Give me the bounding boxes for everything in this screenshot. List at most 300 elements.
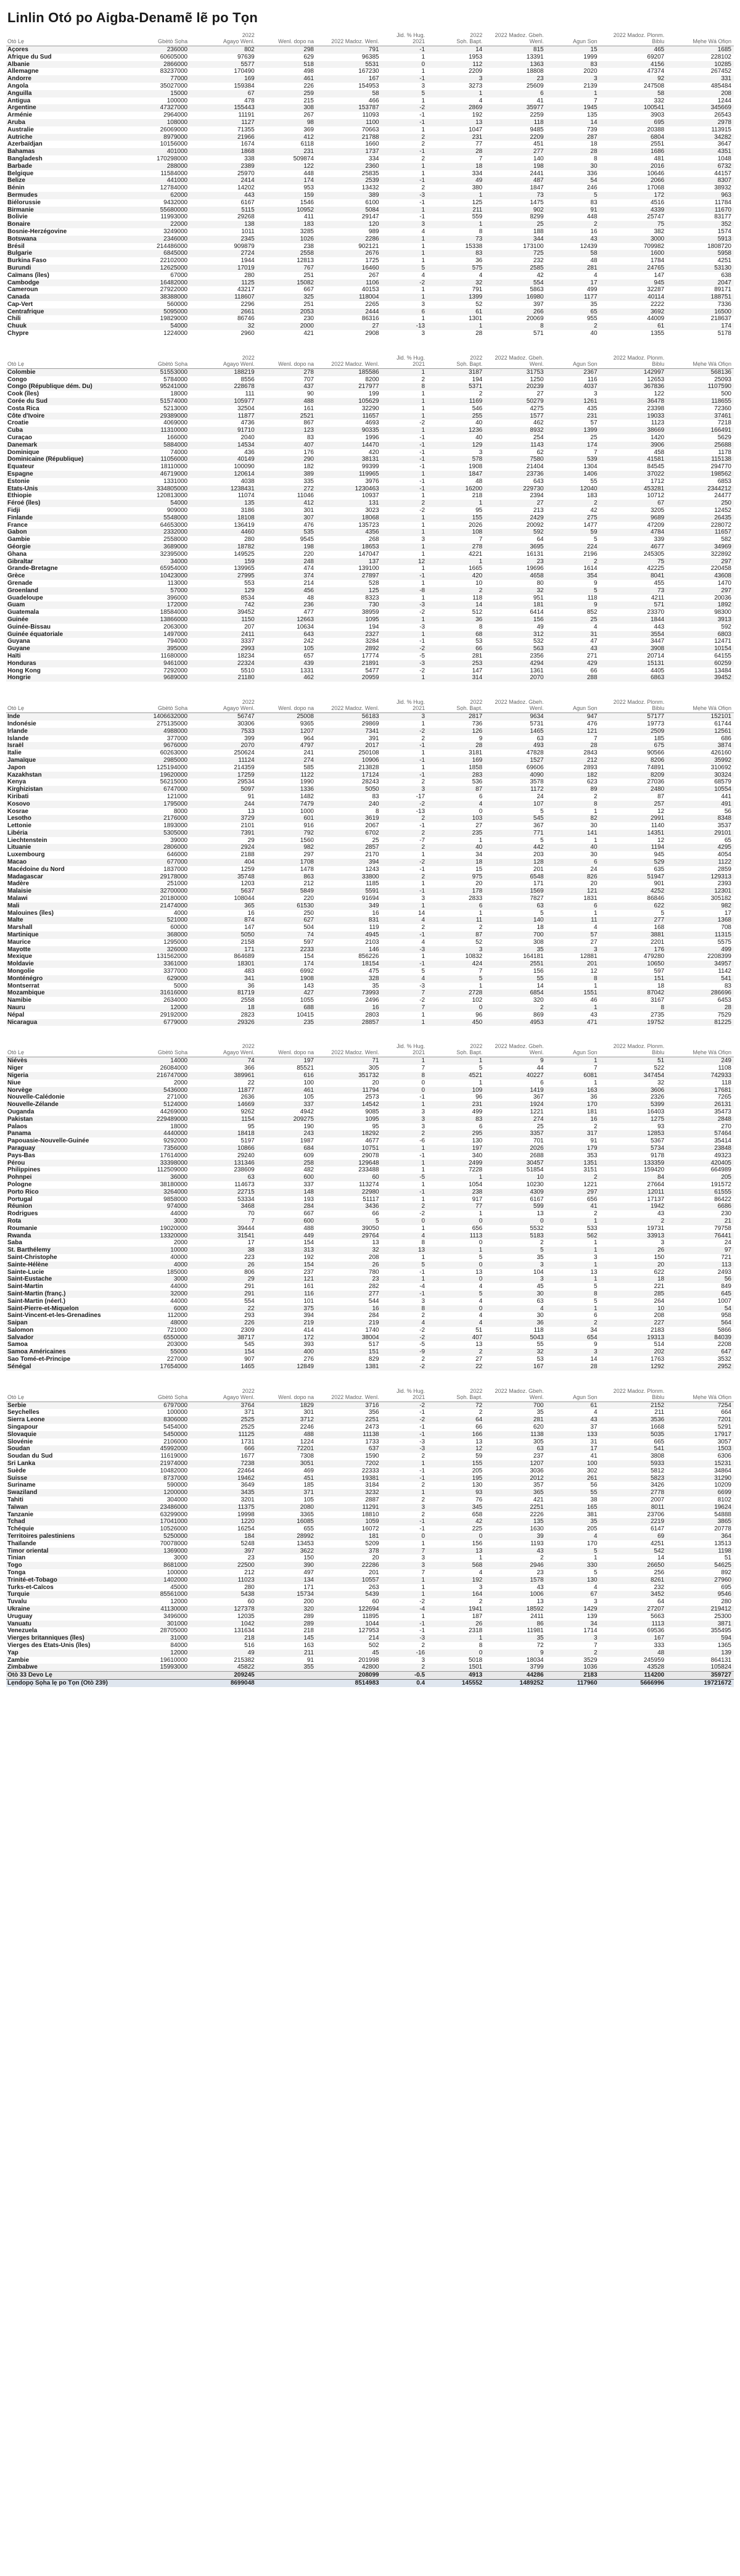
value-cell: 11125 — [190, 1431, 257, 1439]
value-cell: 154 — [257, 953, 316, 960]
value-cell: 2152 — [600, 1402, 667, 1409]
value-cell: 18000 — [131, 390, 190, 398]
value-cell: 4221 — [427, 551, 485, 558]
country-name-cell: Malte — [6, 917, 131, 924]
value-cell: 167 — [316, 75, 382, 83]
value-cell: 517 — [316, 1341, 382, 1348]
value-cell: 237 — [257, 1269, 316, 1276]
country-name-cell: Bermudes — [6, 192, 131, 199]
value-cell: 1 — [382, 427, 428, 434]
value-cell: 18000 — [131, 1123, 190, 1131]
table-row — [6, 572, 734, 580]
value-cell: 181 — [485, 601, 546, 609]
table-row — [6, 1606, 734, 1613]
value-cell: 3 — [382, 1554, 428, 1562]
value-cell: 35 — [546, 301, 600, 308]
value-cell: 4295 — [667, 844, 734, 851]
value-cell: 4 — [382, 1232, 428, 1240]
value-cell: 2226 — [485, 1511, 546, 1519]
value-cell: 488 — [257, 398, 316, 405]
table-row — [6, 595, 734, 602]
value-cell: 529 — [600, 859, 667, 866]
value-cell: 188751 — [667, 294, 734, 301]
value-cell: 25609 — [485, 83, 546, 90]
country-name-cell: St. Barthélemy — [6, 1247, 131, 1254]
value-cell: 2 — [382, 155, 428, 163]
value-cell: 30 — [485, 1290, 546, 1298]
value-cell: 7479 — [257, 801, 316, 808]
value-cell: 93 — [427, 1489, 485, 1496]
value-cell: 2636 — [190, 1094, 257, 1101]
value-cell: 4211 — [600, 595, 667, 602]
value-cell: 739 — [546, 126, 600, 134]
country-name-cell: Singapour — [6, 1424, 131, 1431]
value-cell: 10 — [485, 1174, 546, 1181]
table-row — [6, 1152, 734, 1160]
value-cell: 974000 — [131, 1203, 190, 1210]
value-cell: 33913 — [600, 1232, 667, 1240]
value-cell: 43608 — [667, 572, 734, 580]
country-name-cell: Niévès — [6, 1057, 131, 1065]
country-name-cell: Sao Tomé-et-Principe — [6, 1356, 131, 1363]
value-cell: 4460 — [190, 529, 257, 536]
value-cell: -3 — [382, 1635, 428, 1642]
value-cell: 563 — [485, 645, 546, 653]
value-cell: 13391 — [485, 54, 546, 61]
value-cell: 1 — [382, 1460, 428, 1468]
value-cell: 420 — [427, 572, 485, 580]
value-cell: 74000 — [131, 449, 190, 456]
country-name-cell: Argentine — [6, 104, 131, 112]
value-cell: 334 — [316, 155, 382, 163]
value-cell: 829 — [316, 1356, 382, 1363]
value-cell: 3 — [382, 221, 428, 228]
table-row — [6, 844, 734, 851]
value-cell: 1259 — [190, 866, 257, 873]
value-cell: 10952 — [257, 207, 316, 214]
column-header: Agun Sọn — [546, 695, 600, 713]
value-cell: 1 — [382, 315, 428, 323]
value-cell: 3647 — [667, 141, 734, 148]
value-cell: 2332000 — [131, 529, 190, 536]
country-name-cell: Haïti — [6, 653, 131, 660]
country-name-cell: Groenland — [6, 587, 131, 595]
value-cell: 60605000 — [131, 54, 190, 61]
value-cell: 70 — [190, 1210, 257, 1218]
total-value-cell: 145552 — [427, 1679, 485, 1686]
value-cell: -16 — [382, 1649, 428, 1657]
value-cell: 11993000 — [131, 213, 190, 221]
value-cell: 397 — [190, 1548, 257, 1555]
value-cell: 2070 — [190, 742, 257, 749]
value-cell: 554 — [190, 1298, 257, 1305]
table-row — [6, 112, 734, 119]
table-row — [6, 822, 734, 830]
value-cell: 6167 — [485, 1196, 546, 1203]
value-cell: 181 — [316, 1533, 382, 1540]
value-cell: 4 — [427, 1298, 485, 1305]
value-cell: 8 — [427, 624, 485, 631]
value-cell: 443 — [190, 192, 257, 199]
value-cell: 70663 — [316, 126, 382, 134]
value-cell: 29389000 — [131, 413, 190, 420]
value-cell: 29 — [190, 1276, 257, 1283]
value-cell: 1243 — [316, 866, 382, 873]
value-cell: 1 — [546, 808, 600, 815]
value-cell: 10832 — [427, 953, 485, 960]
value-cell: 1238431 — [190, 485, 257, 493]
value-cell: 63 — [190, 1174, 257, 1181]
value-cell: 214486000 — [131, 243, 190, 250]
value-cell: 184 — [190, 1533, 257, 1540]
value-cell: 7529 — [667, 1012, 734, 1019]
value-cell: 55 — [485, 975, 546, 983]
table-row — [6, 1327, 734, 1334]
column-header: Gbètò Sọha — [131, 1384, 190, 1402]
country-name-cell: Soudan — [6, 1445, 131, 1453]
value-cell: 151 — [316, 1348, 382, 1356]
value-cell: 907 — [190, 1356, 257, 1363]
value-cell: 205 — [667, 1174, 734, 1181]
value-cell: 5731 — [485, 720, 546, 728]
value-cell: 2063000 — [131, 624, 190, 631]
value-cell: 54 — [667, 1305, 734, 1313]
value-cell: 52 — [427, 301, 485, 308]
value-cell: 18108 — [190, 514, 257, 522]
value-cell: 2496 — [316, 997, 382, 1004]
value-cell: 154 — [257, 1239, 316, 1247]
value-cell: 28 — [427, 148, 485, 155]
country-name-cell: Timor oriental — [6, 1548, 131, 1555]
value-cell: 654 — [546, 1334, 600, 1342]
value-cell: 374 — [257, 572, 316, 580]
country-name-cell: Tchad — [6, 1518, 131, 1525]
value-cell: 277 — [600, 917, 667, 924]
value-cell: 10937 — [316, 492, 382, 500]
country-name-cell: Mayotte — [6, 946, 131, 954]
table-row — [6, 1080, 734, 1087]
value-cell: 2 — [382, 1453, 428, 1460]
value-cell: 74891 — [600, 764, 667, 772]
value-cell: 1 — [382, 471, 428, 478]
country-name-cell: Suriname — [6, 1482, 131, 1489]
value-cell: 1 — [382, 1145, 428, 1152]
value-cell: 28992 — [257, 1533, 316, 1540]
value-cell: 4658 — [485, 572, 546, 580]
value-cell: 371 — [190, 1409, 257, 1416]
value-cell: 407 — [257, 442, 316, 449]
value-cell: 477 — [257, 609, 316, 616]
country-name-cell: Rodrigues — [6, 1210, 131, 1218]
value-cell: 497 — [257, 1569, 316, 1577]
value-cell: 5 — [382, 968, 428, 975]
country-name-cell: Botswana — [6, 236, 131, 243]
value-cell: 170 — [546, 1101, 600, 1108]
value-cell: 4784 — [600, 529, 667, 536]
value-cell: 12439 — [546, 243, 600, 250]
value-cell: 154 — [257, 1261, 316, 1269]
table-row — [6, 1319, 734, 1327]
value-cell: 220 — [257, 551, 316, 558]
value-cell: 645 — [667, 1290, 734, 1298]
value-cell: 4339 — [600, 207, 667, 214]
value-cell: 226 — [257, 83, 316, 90]
value-cell: 1 — [382, 749, 428, 757]
value-cell: 87042 — [600, 989, 667, 997]
value-cell: 208099 — [316, 1672, 382, 1680]
value-cell: 23 — [485, 1569, 546, 1577]
value-cell: 3 — [382, 1504, 428, 1511]
value-cell: -9 — [382, 1348, 428, 1356]
value-cell: 2803 — [316, 1012, 382, 1019]
country-name-cell: Brésil — [6, 243, 131, 250]
value-cell: 7218 — [667, 419, 734, 427]
value-cell: 268 — [316, 536, 382, 543]
value-cell: 43 — [546, 236, 600, 243]
value-cell: 5 — [382, 90, 428, 97]
table-row — [6, 1453, 734, 1460]
value-cell: 3 — [427, 946, 485, 954]
country-name-cell: Finlande — [6, 514, 131, 522]
value-cell: 1194 — [600, 844, 667, 851]
value-cell: 1 — [546, 1554, 600, 1562]
country-name-cell: Uruguay — [6, 1613, 131, 1620]
value-cell: 127378 — [190, 1606, 257, 1613]
value-cell: 123 — [257, 427, 316, 434]
value-cell: 7238 — [190, 1460, 257, 1468]
country-name-cell: Saba — [6, 1239, 131, 1247]
value-cell: 1 — [427, 837, 485, 844]
value-cell: 909000 — [131, 507, 190, 514]
value-cell: 6804 — [600, 134, 667, 141]
value-cell: 643 — [257, 631, 316, 638]
value-cell: 197 — [427, 1145, 485, 1152]
table-row — [6, 1402, 734, 1409]
table-row — [6, 631, 734, 638]
value-cell: 1 — [427, 1080, 485, 1087]
value-cell: 47327000 — [131, 104, 190, 112]
value-cell: 0 — [382, 1218, 428, 1225]
value-cell: 2000 — [257, 323, 316, 330]
value-cell: 27897 — [316, 572, 382, 580]
value-cell: 11315 — [667, 931, 734, 939]
value-cell: 597 — [600, 968, 667, 975]
value-cell: 121000 — [131, 793, 190, 801]
value-cell: 38 — [190, 1247, 257, 1254]
value-cell: -2 — [382, 419, 428, 427]
column-header: Jid. % Hug. 2021 — [382, 1039, 428, 1057]
value-cell: 89171 — [667, 286, 734, 294]
value-cell: 15082 — [257, 279, 316, 287]
value-cell: 32 — [190, 323, 257, 330]
value-cell: 129 — [190, 587, 257, 595]
table-row — [6, 953, 734, 960]
value-cell: 439 — [257, 660, 316, 667]
value-cell: 218 — [190, 1635, 257, 1642]
value-cell: 806 — [190, 1269, 257, 1276]
value-cell: 3285 — [257, 228, 316, 236]
value-cell: 73993 — [316, 989, 382, 997]
value-cell: 677000 — [131, 859, 190, 866]
value-cell: 195 — [427, 1475, 485, 1482]
value-cell: 2367 — [546, 368, 600, 376]
value-cell: 368000 — [131, 931, 190, 939]
value-cell: 29869 — [316, 720, 382, 728]
value-cell: 4156 — [600, 61, 667, 68]
value-cell: 241 — [257, 749, 316, 757]
country-name-cell: États-Unis — [6, 485, 131, 493]
value-cell: 31 — [546, 631, 600, 638]
value-cell: 5367 — [600, 1137, 667, 1145]
value-cell: 201 — [546, 960, 600, 968]
value-cell: 461 — [257, 75, 316, 83]
value-cell: 1 — [382, 163, 428, 170]
value-cell: 183 — [546, 492, 600, 500]
value-cell: 226 — [190, 1319, 257, 1327]
column-header: 2022 Madoz. Gbeh. Wenl. — [485, 351, 546, 369]
column-header: Mẹhe Wá Ofiọn — [667, 1384, 734, 1402]
value-cell: 5 — [427, 1290, 485, 1298]
value-cell: 1193 — [485, 1540, 546, 1548]
value-cell: 5933 — [600, 1460, 667, 1468]
value-cell: 339 — [600, 536, 667, 543]
value-cell: 7202 — [316, 1460, 382, 1468]
value-cell: 1987 — [257, 1137, 316, 1145]
value-cell: 465 — [600, 46, 667, 54]
table-row — [6, 330, 734, 337]
value-cell: 1 — [382, 250, 428, 257]
value-cell: 334 — [427, 170, 485, 178]
value-cell: 166000 — [131, 434, 190, 442]
country-name-cell: Burundi — [6, 265, 131, 272]
value-cell: 5958 — [667, 250, 734, 257]
value-cell: 1497000 — [131, 631, 190, 638]
country-name-cell: Palaos — [6, 1123, 131, 1131]
value-cell: 165 — [546, 1504, 600, 1511]
value-cell: 6 — [546, 902, 600, 910]
table-row — [6, 1189, 734, 1196]
value-cell: 199 — [316, 390, 382, 398]
header-row — [6, 1039, 734, 1057]
value-cell: 656 — [546, 1196, 600, 1203]
value-cell: 338 — [190, 155, 257, 163]
value-cell: 72360 — [667, 405, 734, 413]
value-cell: 301000 — [131, 1620, 190, 1628]
value-cell: 22286 — [316, 1562, 382, 1569]
value-cell: 1829 — [257, 1402, 316, 1409]
country-name-cell: Turquie — [6, 1591, 131, 1598]
value-cell: 235 — [257, 1019, 316, 1026]
value-cell: 5784000 — [131, 376, 190, 384]
value-cell: 2259 — [485, 112, 546, 119]
country-name-cell: Malouines (îles) — [6, 910, 131, 917]
value-cell: 869 — [485, 1012, 546, 1019]
value-cell: 39 — [485, 1533, 546, 1540]
value-cell: 13484 — [667, 667, 734, 675]
value-cell: -1 — [382, 449, 428, 456]
value-cell: 9178 — [600, 1152, 667, 1160]
value-cell: 541 — [667, 975, 734, 983]
value-cell: 6853 — [667, 478, 734, 485]
value-cell: 2 — [546, 221, 600, 228]
value-cell: 135723 — [316, 522, 382, 529]
value-cell: 139 — [667, 1649, 734, 1657]
country-name-cell: Bosnie-Herzégovine — [6, 228, 131, 236]
value-cell: 119 — [316, 924, 382, 931]
value-cell: 2208399 — [667, 953, 734, 960]
table-row — [6, 587, 734, 595]
value-cell: 115138 — [667, 456, 734, 463]
value-cell: 2233 — [257, 946, 316, 954]
value-cell: 2080 — [257, 1504, 316, 1511]
value-cell: 2 — [382, 1130, 428, 1137]
table-row — [6, 873, 734, 881]
value-cell: 1207 — [485, 1460, 546, 1468]
value-cell: 2848 — [667, 1116, 734, 1123]
country-name-cell: Gabon — [6, 529, 131, 536]
value-cell: 3874 — [667, 742, 734, 749]
value-cell: 272 — [257, 485, 316, 493]
table-row — [6, 398, 734, 405]
value-cell: 304000 — [131, 1496, 190, 1504]
value-cell: 63 — [485, 735, 546, 743]
table-row — [6, 1087, 734, 1094]
value-cell: 19731 — [600, 1225, 667, 1232]
value-cell: 125 — [316, 587, 382, 595]
value-cell: 141 — [546, 830, 600, 837]
table-row — [6, 492, 734, 500]
value-cell: 1 — [382, 492, 428, 500]
value-cell: 3578 — [485, 778, 546, 786]
value-cell: 154 — [190, 1348, 257, 1356]
table-row — [6, 1108, 734, 1116]
value-cell: 208 — [667, 90, 734, 97]
value-cell: 2 — [382, 500, 428, 507]
table-row — [6, 1511, 734, 1519]
value-cell: 20959 — [316, 674, 382, 682]
country-name-cell: Kiribati — [6, 793, 131, 801]
value-cell: 1042 — [190, 1620, 257, 1628]
value-cell: 688 — [257, 1004, 316, 1012]
country-name-cell: Corée du Sud — [6, 398, 131, 405]
value-cell: 209275 — [257, 1116, 316, 1123]
table-row — [6, 609, 734, 616]
value-cell: 54000 — [131, 500, 190, 507]
value-cell: 8556 — [190, 376, 257, 384]
value-cell: -1 — [382, 1094, 428, 1101]
table-row — [6, 1348, 734, 1356]
value-cell: 1 — [382, 170, 428, 178]
value-cell: 10209 — [667, 1482, 734, 1489]
value-cell: 1527 — [485, 757, 546, 764]
value-cell: 475 — [316, 968, 382, 975]
value-cell: 2 — [427, 1598, 485, 1606]
country-name-cell: Kirghizistan — [6, 786, 131, 793]
value-cell: 1125 — [190, 279, 257, 287]
table-row — [6, 1261, 734, 1269]
value-cell: 276 — [257, 1356, 316, 1363]
value-cell: 166 — [427, 1431, 485, 1439]
value-cell: 8307 — [667, 177, 734, 184]
value-cell: 21788 — [316, 134, 382, 141]
value-cell: 60000 — [131, 924, 190, 931]
value-cell: 0 — [427, 1261, 485, 1269]
value-cell: -1 — [382, 485, 428, 493]
value-cell: 4521 — [427, 1072, 485, 1080]
value-cell: 371 — [257, 1489, 316, 1496]
value-cell: 179 — [546, 1145, 600, 1152]
value-cell: 11291 — [316, 1504, 382, 1511]
